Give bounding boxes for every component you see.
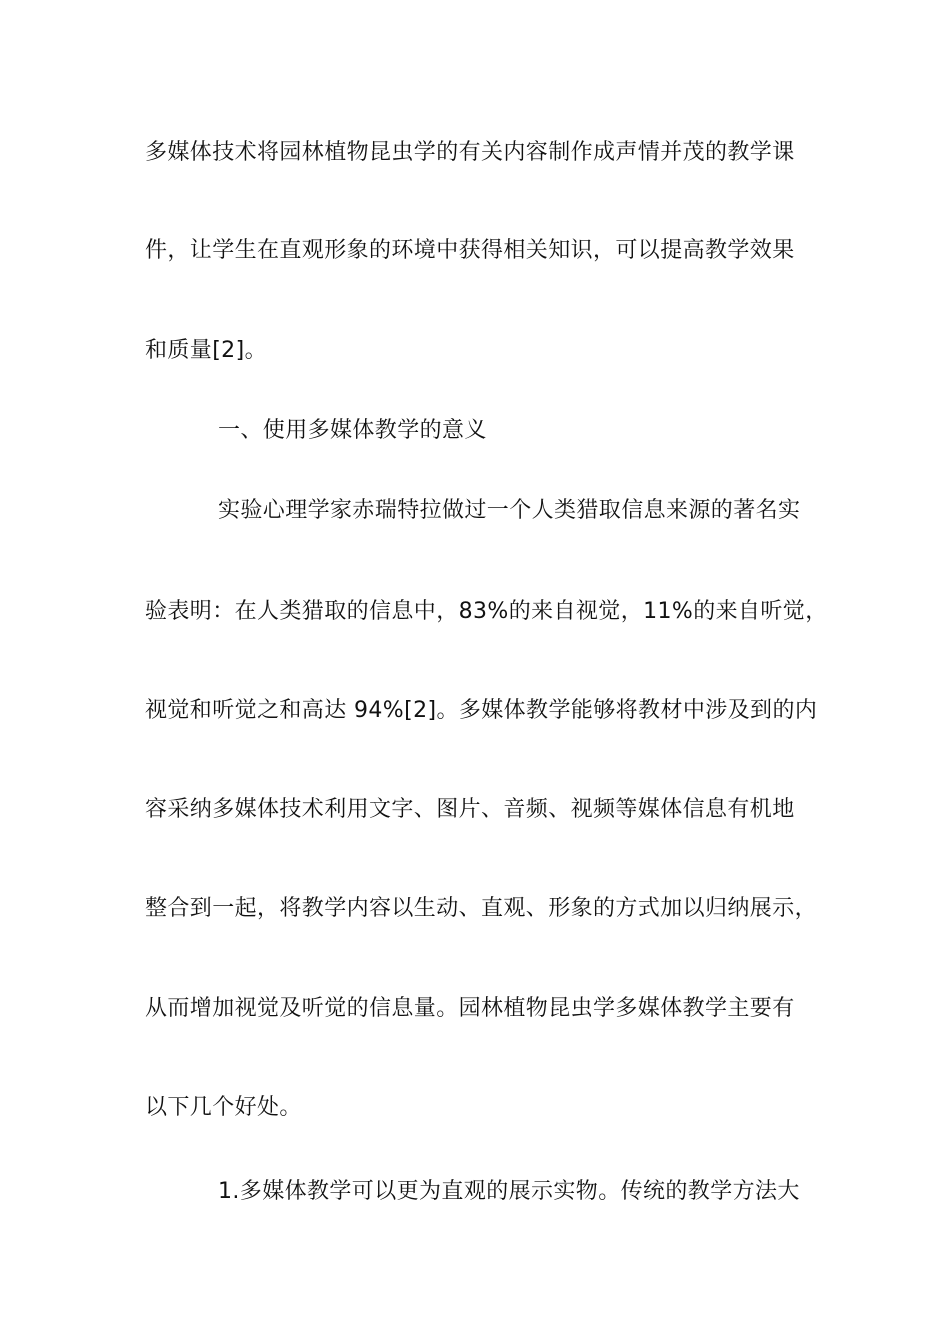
section-heading: 一、使用多媒体教学的意义: [218, 418, 487, 443]
paragraph-line: 从而增加视觉及听觉的信息量。园林植物昆虫学多媒体教学主要有: [145, 996, 795, 1021]
paragraph-line: 容采纳多媒体技术利用文字、图片、音频、视频等媒体信息有机地: [145, 797, 795, 822]
paragraph-line: 多媒体技术将园林植物昆虫学的有关内容制作成声情并茂的教学课: [145, 140, 795, 165]
list-item-heading: 1.多媒体教学可以更为直观的展示实物。传统的教学方法大: [218, 1179, 800, 1204]
paragraph-line: 以下几个好处。: [145, 1095, 302, 1120]
paragraph-line: 件，让学生在直观形象的环境中获得相关知识，可以提高教学效果: [145, 238, 795, 263]
paragraph-line: 整合到一起，将教学内容以生动、直观、形象的方式加以归纳展示，: [145, 896, 818, 921]
paragraph-line: 视觉和听觉之和高达 94%[2]。多媒体教学能够将教材中涉及到的内: [145, 698, 818, 723]
paragraph-line: 验表明：在人类猎取的信息中，83%的来自视觉，11%的来自听觉，: [145, 599, 828, 624]
paragraph-line: 和质量[2]。: [145, 338, 267, 363]
paragraph-line: 实验心理学家赤瑞特拉做过一个人类猎取信息来源的著名实: [218, 498, 801, 523]
